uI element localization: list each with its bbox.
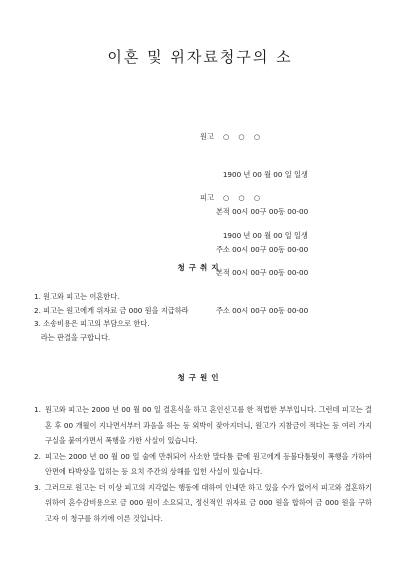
reason-number: 3. [34,482,41,492]
reason-item [34,480,372,527]
claim-item: 2. 피고는 원고에게 위자료 금 000 원을 지급하라 [34,305,189,315]
claim-heading: 청구취지 [177,263,223,272]
claim-list [34,290,189,344]
reason-number: 2. [34,451,41,461]
defendant-birth: 1900 년 00 월 00 일 일생 [200,230,308,240]
reason-number: 1. [34,405,41,414]
reason-text: 원고와 피고는 2000 년 00 월 00 일 결혼식을 하고 혼인신고를 한 적법한 부부입니다. 그런데 피고는 결혼 후 00 개월이 지나면서부터 과음을 하는 등 외박이 잦아지더니, 원고가 지참금이 적다는 등 여러 가지 구실을 붙여가면서 폭행을 가한 사실이 있습니다. [45,405,372,445]
document-title: 이혼 및 위자료청구의 소 [107,48,293,66]
reason-heading: 청구원인 [177,373,223,382]
reason-item [34,449,372,480]
plaintiff-domicile: 본적 00시 00구 00동 00-00 [200,207,309,216]
reason-text: 피고는 2000 년 00 월 00 일 술에 만취되어 사소한 말다툼 끝에 원고에게 등불다툼뒷이 폭행을 가하여 안면에 타박상을 입히는 등 요치 주간의 상해를 입힌 사실이 있습니다. [45,451,372,476]
reason-list [34,402,372,526]
defendant-name: 피고 ○ ○ ○ [200,193,261,202]
claim-item: 3. 소송비용은 피고의 부담으로 한다. [34,319,150,328]
reason-text: 그러므로 원고는 더 이상 피고의 지각없는 행동에 대하여 인내만 하고 있을 수가 없어서 피고와 결혼하기 위하여 혼수감비용으로 금 000 원이 소요되고, 정신적인 위자료 금 000 원을 합하여 금 000 원을 구하고자 이 청구를 하기에 이른 것입니다. [45,482,372,523]
plaintiff-name: 원고 ○ ○ ○ [200,132,261,141]
reason-item [34,402,372,449]
plaintiff-address: 주소 00시 00구 00동 00-00 [200,244,309,254]
plaintiff-birth: 1900 년 00 월 00 일 일생 [200,169,308,179]
defendant-domicile: 본적 00시 00구 00동 00-00 [200,268,309,277]
claim-item: 1. 원고와 피고는 이혼한다. [34,292,120,301]
defendant-address: 주소 00시 00구 00동 00-00 [200,305,309,315]
defendant-block [200,167,308,330]
claim-closing: 라는 판결을 구합니다. [34,332,111,342]
